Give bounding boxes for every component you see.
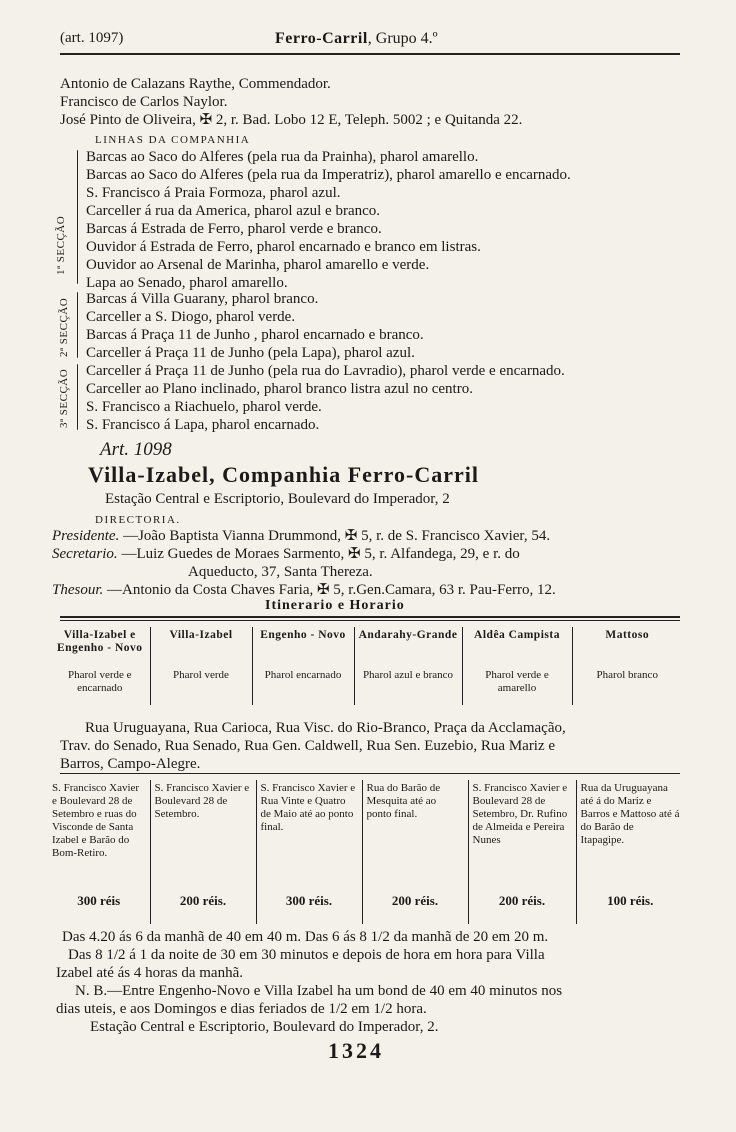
table-cell: Pharol verde e encarnado bbox=[67, 669, 132, 694]
route-cell: Rua da Uruguayana até á do Mariz e Barros e Mattoso até á do Barão de Itapagipe. bbox=[576, 780, 684, 892]
section-bracket bbox=[77, 364, 78, 430]
prices-row bbox=[48, 892, 684, 924]
directory-heading: DIRECTORIA. bbox=[95, 514, 181, 526]
line-entry: Barcas ao Saco do Alferes (pela rua da Imperatriz), pharol amarello e encarnado. bbox=[86, 167, 571, 183]
table-cell: Pharol azul e branco bbox=[354, 667, 462, 705]
header-title bbox=[275, 30, 438, 48]
running-header bbox=[60, 30, 680, 52]
lines-heading: LINHAS DA COMPANHIA bbox=[95, 134, 251, 146]
route-cell: Rua do Barão de Mesquita até ao ponto final. bbox=[362, 780, 468, 892]
article-title: Villa-Izabel, Companhia Ferro-Carril bbox=[88, 462, 480, 487]
line-entry: Barcas á Villa Guarany, pharol branco. bbox=[86, 291, 319, 307]
table-header-cell: Aldêa Campista bbox=[462, 627, 572, 667]
line-entry: Carceller á rua da America, pharol azul e branco. bbox=[86, 203, 381, 219]
line-entry: Carceller á Praça 11 de Junho (pela Lapa), pharol azul. bbox=[86, 345, 415, 361]
table-header-cell: Villa-Izabel bbox=[150, 627, 252, 667]
itinerary-heading: Itinerario e Horario bbox=[265, 598, 405, 613]
table2-top-rule bbox=[60, 773, 680, 774]
table-header-cell: Engenho - Novo bbox=[252, 627, 354, 667]
table-header-cell: Andarahy-Grande bbox=[354, 627, 462, 667]
line-entry: S. Francisco á Praia Formoza, pharol azul. bbox=[86, 185, 341, 201]
note-line: Estação Central e Escriptorio, Boulevard do Imperador, 2. bbox=[90, 1019, 439, 1035]
streets-line: Trav. do Senado, Rua Senado, Rua Gen. Caldwell, Rua Sen. Euzebio, Rua Mariz e bbox=[60, 738, 556, 754]
note-line: Das 8 1/2 á 1 da noite de 30 em 30 minutos e depois de hora em hora para Villa bbox=[68, 947, 545, 963]
line-entry: Carceller ao Plano inclinado, pharol branco listra azul no centro. bbox=[86, 381, 473, 397]
director-row bbox=[188, 563, 373, 581]
routes-row bbox=[48, 780, 684, 892]
route-cell: S. Francisco Xavier e Boulevard 28 de Setembro, Dr. Rufino de Almeida e Pereira Nunes bbox=[468, 780, 576, 892]
price-cell: 200 réis. bbox=[150, 892, 256, 924]
header-subtitle: , Grupo 4.º bbox=[367, 30, 438, 47]
table-header-cell: Mattoso bbox=[572, 627, 682, 667]
section-label: 3ª SECÇÃO bbox=[58, 368, 70, 428]
line-entry: Barcas á Praça 11 de Junho , pharol encarnado e branco. bbox=[86, 327, 424, 343]
table-header-row bbox=[50, 627, 682, 667]
price-cell: 200 réis. bbox=[468, 892, 576, 924]
table-header-cell: Villa-Izabel e Engenho - Novo bbox=[56, 629, 143, 654]
note-line: N. B.—Entre Engenho-Novo e Villa Izabel ha um bond de 40 em 40 minutos nos bbox=[75, 983, 563, 999]
table-cell: Pharol branco bbox=[572, 667, 682, 705]
director-role: Presidente. bbox=[52, 528, 120, 544]
table-cell: Pharol encarnado bbox=[252, 667, 354, 705]
line-entry: Carceller a S. Diogo, pharol verde. bbox=[86, 309, 296, 325]
director-text: Aqueducto, 37, Santa Thereza. bbox=[188, 564, 373, 580]
line-entry: Barcas ao Saco do Alferes (pela rua da Prainha), pharol amarello. bbox=[86, 149, 479, 165]
section-bracket bbox=[77, 292, 78, 358]
table-top-rule-thin bbox=[60, 620, 680, 621]
streets-line: Barros, Campo-Alegre. bbox=[60, 756, 201, 772]
section-label: 2ª SECÇÃO bbox=[58, 297, 70, 357]
price-cell: 300 réis. bbox=[256, 892, 362, 924]
line-entry: Carceller á Praça 11 de Junho (pela rua do Lavradio), pharol verde e encarnado. bbox=[86, 363, 565, 379]
price-cell: 100 réis. bbox=[576, 892, 684, 924]
streets-line: Rua Uruguayana, Rua Carioca, Rua Visc. do Rio-Branco, Praça da Acclamação, bbox=[85, 720, 566, 736]
person-line: Francisco de Carlos Naylor. bbox=[60, 94, 228, 110]
table-top-rule bbox=[60, 616, 680, 618]
person-line: Antonio de Calazans Raythe, Commendador. bbox=[60, 76, 331, 92]
header-title-bold: Ferro-Carril bbox=[275, 30, 368, 47]
article-address: Estação Central e Escriptorio, Boulevard do Imperador, 2 bbox=[105, 491, 450, 507]
director-text: —João Baptista Vianna Drummond, ✠ 5, r. de S. Francisco Xavier, 54. bbox=[123, 528, 551, 544]
route-cell: S. Francisco Xavier e Rua Vinte e Quatro de Maio até ao ponto final. bbox=[256, 780, 362, 892]
note-line: Das 4.20 ás 6 da manhã de 40 em 40 m. Das 6 ás 8 1/2 da manhã de 20 em 20 m. bbox=[62, 929, 549, 945]
route-cell: S. Francisco Xavier e Boulevard 28 de Setembro e ruas do Visconde de Santa Izabel e Barão do Bom-Retiro. bbox=[52, 782, 140, 859]
note-line: dias uteis, e aos Domingos e dias feriados de 1/2 em 1/2 hora. bbox=[56, 1001, 427, 1017]
line-entry: Ouvidor á Estrada de Ferro, pharol encarnado e branco em listras. bbox=[86, 239, 481, 255]
price-cell: 300 réis bbox=[77, 893, 121, 908]
lines-table bbox=[50, 627, 682, 705]
director-text: —Luiz Guedes de Moraes Sarmento, ✠ 5, r. Alfandega, 29, e r. do bbox=[121, 546, 520, 562]
section-bracket bbox=[77, 150, 78, 284]
line-entry: S. Francisco a Riachuelo, pharol verde. bbox=[86, 399, 322, 415]
line-entry: Lapa ao Senado, pharol amarello. bbox=[86, 275, 288, 291]
header-ref: (art. 1097) bbox=[60, 30, 124, 46]
person-line: José Pinto de Oliveira, ✠ 2, r. Bad. Lobo 12 E, Teleph. 5002 ; e Quitanda 22. bbox=[60, 112, 523, 128]
director-text: —Antonio da Costa Chaves Faria, ✠ 5, r.Gen.Camara, 63 r. Pau-Ferro, 12. bbox=[107, 582, 556, 598]
director-row bbox=[52, 527, 550, 545]
route-cell: S. Francisco Xavier e Boulevard 28 de Setembro. bbox=[150, 780, 256, 892]
table-pharol-row bbox=[50, 667, 682, 705]
table-cell: Pharol verde bbox=[150, 667, 252, 705]
director-row bbox=[52, 545, 520, 563]
page-number: 1324 bbox=[328, 1038, 384, 1063]
line-entry: Barcas á Estrada de Ferro, pharol verde e branco. bbox=[86, 221, 382, 237]
price-cell: 200 réis. bbox=[362, 892, 468, 924]
section-label: 1ª SECÇÃO bbox=[55, 215, 67, 275]
routes-table bbox=[48, 780, 684, 924]
director-role: Secretario. bbox=[52, 546, 118, 562]
director-role: Thesour. bbox=[52, 582, 104, 598]
header-rule bbox=[60, 53, 680, 55]
note-line: Izabel até ás 4 horas da manhã. bbox=[56, 965, 243, 981]
table-cell: Pharol verde e amarello bbox=[462, 667, 572, 705]
line-entry: Ouvidor ao Arsenal de Marinha, pharol amarello e verde. bbox=[86, 257, 430, 273]
line-entry: S. Francisco á Lapa, pharol encarnado. bbox=[86, 417, 320, 433]
article-number: Art. 1098 bbox=[100, 439, 172, 460]
